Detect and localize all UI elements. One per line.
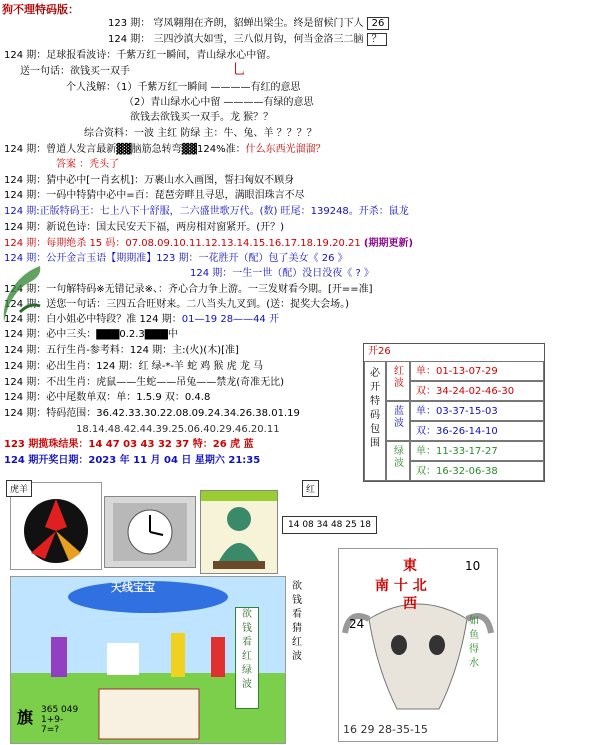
red-shuang: 双：34-24-02-46-30 — [416, 386, 515, 397]
green-shuang: 双：16-32-06-38 — [416, 466, 498, 477]
group-red-name: 红波 — [394, 366, 404, 389]
numbers-callout: 14 08 34 48 25 18 — [282, 516, 377, 534]
color-poem: 124 期：新说色诗：国太民安天下福，两房相对窗紧开。(开？) — [4, 222, 285, 233]
side-char-2: 特 — [370, 396, 380, 407]
blue-dan: 单：03-37-15-03 — [416, 406, 498, 417]
golden-words-123: 124 期：公开金言玉语【期期准】123 期：一花胜开（配）包了美女《 26 》 — [4, 253, 348, 264]
skull-bottom-numbers: 16 29 28-35-15 — [343, 723, 428, 736]
code-range: 124 期：特码范围：36.42.33.30.22.08.09.24.34.26.38.01.19 — [4, 408, 300, 419]
one-sentence-code: 124 期：一句解特码※无错记录※、：齐心合力争上游。一三发财看今期。[开==准] — [4, 284, 373, 295]
teletubbies-image — [10, 576, 286, 744]
football-poem: 124 期：足球报看波诗：千紫万红一瞬间，青山绿水心中留。 — [4, 50, 277, 61]
group-blue-name: 蓝波 — [394, 406, 404, 429]
personal-explain-1: 个人浅解：（1）千紫万红一瞬间 ————有红的意思 — [66, 82, 301, 93]
teletubbies-side-text: 欲 钱 看 红 绿 波 — [235, 607, 259, 709]
line-123-verse — [108, 17, 389, 30]
flag-char: 旗 — [17, 708, 34, 727]
no-zodiac: 124 期：不出生肖：虎鼠——生蛇——吊兔——禁龙(奇准无比) — [4, 377, 285, 388]
verse-answer-box: ？ — [367, 33, 387, 46]
flag-numbers: 365 049 1+9-7=? — [41, 705, 79, 735]
skull-right-text: 如鱼得水 — [469, 616, 479, 669]
code-range-cont: 18.14.48.42.44.39.25.06.40.29.46.20.11 — [76, 424, 280, 435]
result-123: 123 期揽珠结果：14 47 03 43 32 37 特：26 虎 蓝 — [4, 439, 254, 450]
red-mark-icon: 乚 — [232, 62, 246, 78]
side-char-1: 开 — [370, 382, 380, 393]
three-heads: 124 期：必中三头：▇▇▇0.2.3▇▇▇中 — [4, 329, 178, 340]
riddle-answer: 答案 ：秃头了 — [56, 159, 120, 170]
personal-explain-3: 欲钱去欲钱买一双手。龙 猴？？ — [130, 112, 274, 123]
skull-west: 西 — [403, 596, 417, 612]
line-124-verse — [108, 33, 387, 46]
skull-south-north: 南 十 北 — [375, 578, 427, 594]
riddle-text: 什么东西光溜溜？ — [245, 144, 326, 155]
kill-codes-text: 124 期：每期绝杀 15 码：07.08.09.10.11.12.13.14.15.16.17.18.19.20.21 — [4, 238, 361, 249]
kill-15-codes — [4, 237, 413, 250]
side-char-5: 围 — [370, 438, 380, 449]
send-you-a-word: 124 期：送您一句话：三四五合旺财来。二八当头九叉到。(送：捉奖大会场。) — [4, 299, 350, 310]
one-code-riddle: 124 期：一码中特猜中必中=百：琵琶旁畔且寻思，满眼泪珠言不尽 — [4, 190, 305, 201]
draw-date-124: 124 期开奖日期：2023 年 11 月 04 日 星期六 21:35 — [4, 455, 261, 466]
must-zodiac: 124 期：必出生肖：124 期：红 绿-*-羊 蛇 鸡 猴 虎 龙 马 — [4, 361, 263, 372]
skull-east: 東 — [403, 558, 417, 574]
update-note: (期期更新) — [363, 238, 414, 249]
table-header: 开26 — [368, 346, 391, 357]
verse-text: 124 期： 三四沙滇大如雪，三八似月钩，何当金洛三二脑 — [108, 34, 364, 45]
teletubbies-title: 天线宝宝 — [111, 581, 155, 594]
personal-explain-2: （2）青山绿水心中留 ————有绿的意思 — [124, 97, 314, 108]
side-char-3: 码 — [370, 410, 380, 421]
tiger-sheep-label: 虎羊 — [6, 480, 32, 497]
white-lady-range: 01—19 28——44 开 — [181, 314, 279, 325]
blue-shuang: 双：36-26-14-10 — [416, 426, 498, 437]
special-code-table — [363, 343, 545, 482]
tail-numbers: 124 期：必中尾数单双：单：1.5.9 双：0.4.8 — [4, 392, 211, 403]
red-dan: 单：01-13-07-29 — [416, 366, 498, 377]
summary-info: 综合资料：一波 主红 防绿 主：牛、兔、羊 ？？？？ — [84, 128, 317, 139]
send-a-word: 送一句话：欲钱买一双手 — [20, 66, 130, 77]
dragon-decoration-icon — [0, 262, 46, 332]
official-code-king: 124 期:正版特码王：七上八下十舒服，二六盛世歌万代。(数) 旺尾：139248。开杀：鼠龙 — [4, 206, 409, 217]
green-dan: 单：11-33-17-27 — [416, 446, 498, 457]
riddle-prefix: 124 期：曾道人发言最新▓▓脑筋急转弯▓▓124%准： — [4, 144, 246, 155]
skull-right-num: 10 — [465, 559, 481, 573]
verse-answer-box: 26 — [367, 17, 390, 30]
red-label: 红 — [302, 480, 319, 497]
zodiac-riddle: 124 期：猜中必中[一肖玄机]：万裹山水入画图，誓扫匈奴不顾身 — [4, 175, 295, 186]
clock-image — [104, 496, 196, 568]
side-char-0: 必 — [370, 368, 380, 379]
skull-left-num: 24 — [349, 617, 365, 631]
group-green-name: 绿波 — [394, 446, 404, 469]
vertical-side-text: 欲 钱 看 猜 红 波 — [292, 581, 302, 662]
buddha-statue-image — [200, 490, 278, 574]
page-title: 狗不理特码版： — [2, 3, 79, 16]
white-lady-prefix: 124 期：白小姐必中特段？准 124 期： — [4, 314, 182, 325]
side-char-4: 包 — [370, 424, 380, 435]
five-elements: 124 期：五行生肖-参考料：124 期：主:(火)(木)[准] — [4, 345, 239, 356]
skull-image — [338, 548, 498, 742]
verse-text: 123 期： 穹凤翱翔在齐朗，貂蝉出梁尘。终是留候门下人 — [108, 18, 364, 29]
golden-words-124: 124 期：一生一世（配）没日没夜《 ? 》 — [190, 268, 374, 279]
riddle-question — [4, 143, 326, 156]
